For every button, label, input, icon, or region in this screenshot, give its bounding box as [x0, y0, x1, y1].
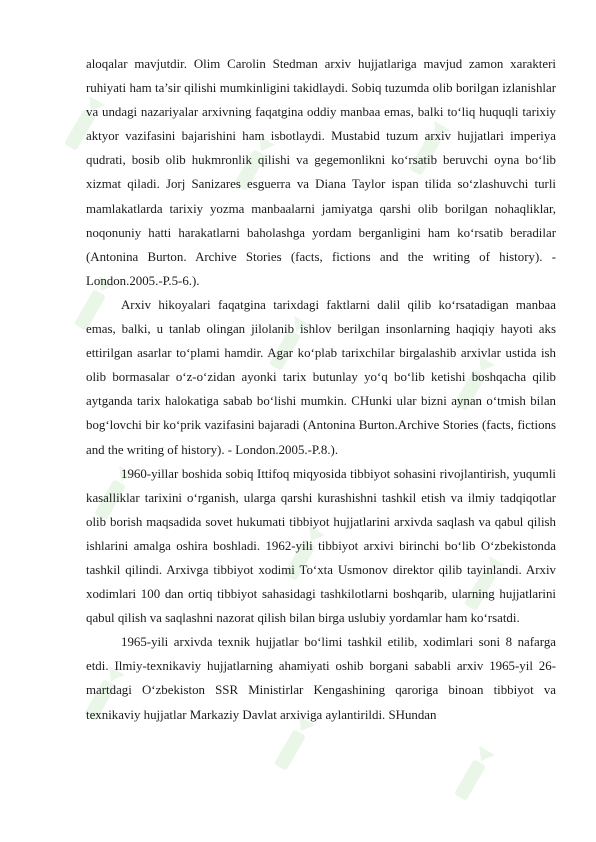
- paragraph-archive-stories: Arxiv hikoyalari faqatgina tarixdagi faktlarni dalil qilib ko‘rsatadigan manbaa emas, balki, u tanlab olingan jilolanib ishlov berilgan insonlarning haqiqiy hayoti aks ettirilgan asarlar to‘plami hamdir. Agar ko‘plab tarixchilar birgalashib arxivlar ustida ish olib bormasalar o‘z-o‘zidan ayonki tarix butunlay yo‘q bo‘lib ketishi boshqacha qilib aytganda tarix halokatiga sabab bo‘lishi mumkin. CHunki ular bizni aynan o‘tmish bilan bog‘lovchi bir ko‘prik vazifasini bajaradi (Antonina Burton.Archive Stories (facts, fictions and the writing of history). - London.2005.-P.8.).: [86, 297, 556, 457]
- paragraph-technical-archive-1965: 1965-yili arxivda texnik hujjatlar bo‘limi tashkil etilib, xodimlari soni 8 nafarga etdi. Ilmiy-texnikaviy hujjatlarning ahamiyati oshib borgani sababli arxiv 1965-yil 26-martdagi O‘zbekiston SSR Ministirlar Kengashining qaroriga binoan tibbiyot va texnikaviy hujjatlar Markaziy Davlat arxiviga aylantirildi. SHundan: [86, 635, 556, 722]
- paragraph-archive-theory: aloqalar mavjutdir. Olim Carolin Stedman arxiv hujjatlariga mavjud zamon xarakteri ruhiyati ham ta’sir qilishi mumkinligini takidlaydi. Sobiq tuzumda olib borilgan izlanishlar va undagi nazariyalar arxivning faqatgina oddiy manbaa emas, balki to‘liq huquqli tarixiy aktyor vazifasini bajarishini ham isbotlaydi. Mustabid tuzum arxiv hujjatlari imperiya qudrati, bosib olib hukmronlik qilishi va gegemonlikni ko‘rsatib beruvchi oyna bo‘lib xizmat qiladi. Jorj Sanizares esguerra va Diana Taylor ispan tilida so‘zlashuvchi turli mamlakatlarda tarixiy yozma manbaalarni jamiyatga qarshi olib borilgan nohaqliklar, noqonuniy hatti harakatlarni baholashga yordam berganligini ham ko‘rsatib beradilar (Antonina Burton. Archive Stories (facts, fictions and the writing of history). - London.2005.-P.5-6.).: [86, 57, 556, 288]
- watermark-mark: [452, 746, 495, 802]
- document-body: [86, 52, 556, 727]
- paragraph-medical-archive-1960s: 1960-yillar boshida sobiq Ittifoq miqyosida tibbiyot sohasini rivojlantirish, yuqumli kasalliklar tarixini o‘rganish, ularga qarshi kurashishni tashkil etish va ilmiy tadqiqotlar olib borish maqsadida sovet hukumati tibbiyot hujjatlarini arxivda saqlash va qabul qilish ishlarini amalga oshira boshladi. 1962-yili tibbiyot arxivi birinchi bo‘lib O‘zbekistonda tashkil qilindi. Arxivga tibbiyot xodimi To‘xta Usmonov direktor qilib tayinlandi. Arxiv xodimlari 100 dan ortiq tibbiyot sahasidagi tashkilotlarni boshqarib, ularning hujjatlarini qabul qilish va saqlashni nazorat qilish bilan birga uslubiy yordamlar ham ko‘rsatdi.: [86, 466, 556, 626]
